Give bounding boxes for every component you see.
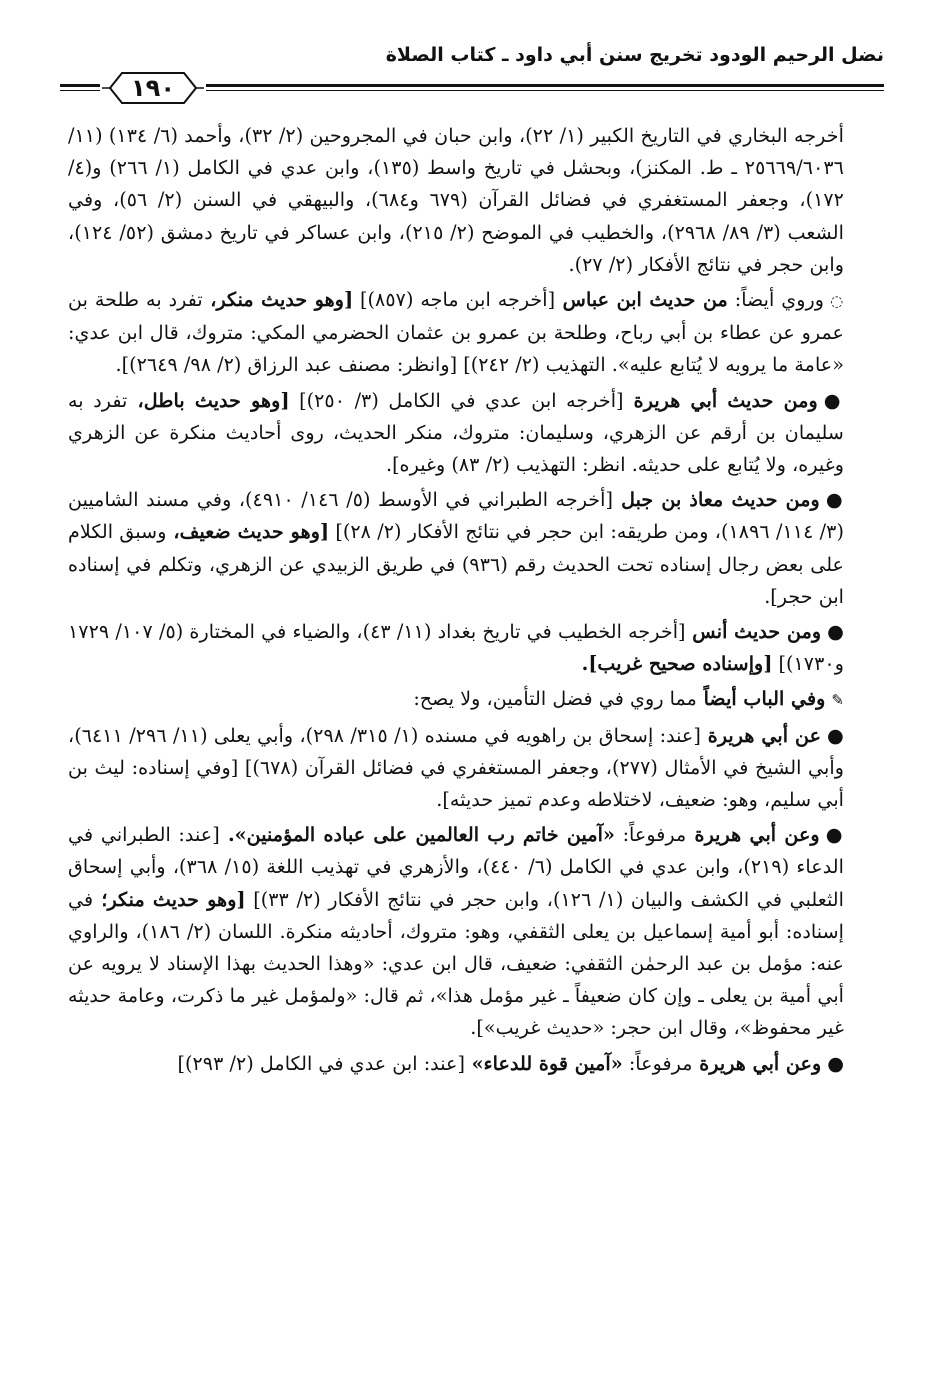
bold-text: [وهو حديث ضعيف، (166, 520, 330, 544)
bold-text: وعن أبي هريرة (692, 1051, 822, 1075)
body-text: وسبق الكلام على بعض رجال إسناده تحت الحديث رقم (٩٣٦) في طريق الزبيدي عن الزهري، وتكلم في إسناده ابن حجر]. (68, 520, 844, 608)
bold-text: [وهو حديث باطل، (127, 388, 290, 412)
body-text: [أخرجه الخطيب في تاريخ بغداد (١١/ ٤٣)، والضياء في المختارة (٥/ ١٠٧/ ١٧٢٩ و١٧٣٠)] (68, 620, 844, 676)
body-text: تفرد به سليمان بن أرقم عن الزهري، وسليمان: متروك، منكر الحديث، روى أحاديث منكرة عن الزهري وغيره، ولا يُتابع على حديثه. انظر: التهذيب (٢/ ٨٣) وغيره]. (68, 388, 844, 477)
body-text: مرفوعاً: (622, 1051, 693, 1075)
bold-text: من حديث ابن عباس (555, 288, 728, 312)
paragraph (68, 120, 876, 281)
bold-text: عن أبي هريرة (700, 723, 822, 747)
body-text: مرفوعاً: (614, 823, 687, 847)
page-header (60, 40, 884, 102)
bold-text: [وإسناده صحيح غريب]. (581, 652, 773, 676)
paragraph (68, 683, 876, 716)
bold-text: ومن حديث معاذ بن جبل (612, 488, 820, 512)
bold-text: ومن حديث أنس (685, 620, 822, 644)
bold-text: «آمين قوة للدعاء» (464, 1051, 623, 1075)
running-title: نضل الرحيم الودود تخريج سنن أبي داود ـ كتاب الصلاة (385, 44, 884, 66)
paragraph (68, 484, 876, 613)
body-text: [عند: الطبراني في الدعاء (٢١٩)، وابن عدي في الكامل (٦/ ٤٤٠)، والأزهري في تهذيب اللغة (١٥/ ٣٦٨)، وأبي إسحاق الثعلبي في الكشف والبيان (١/ ١٢٦)، وابن حجر في نتائج الأفكار (٢/ ٣٣)] (68, 823, 844, 911)
paragraph (68, 385, 876, 482)
page-number: ١٩٠ (131, 74, 175, 102)
bold-text: [وهو حديث منكر؛ (93, 887, 246, 911)
body-text: [أخرجه الطبراني في الأوسط (٥/ ١٤٦/ ٤٩١٠)، وفي مسند الشاميين (٣/ ١١٤/ ١٨٩٦)، ومن طريقه: ابن حجر في نتائج الأفكار (٢/ ٢٨)] (68, 488, 844, 544)
body-text: [عند: إسحاق بن راهويه في مسنده (١/ ٣١٥/ ٢٩٨)، وأبي يعلى (١١/ ٢٩٦/ ٦٤١١)، وأبي الشيخ في الأمثال (٢٧٧)، وجعفر المستغفري في فضائل القرآن (٦٧٨)] [وفي إسناده: ليث بن أبي سليم، وهو: ضعيف، لاختلاطه وعدم تميز حديثه]. (68, 723, 844, 812)
bullet-icon: ● (825, 823, 844, 847)
bullet-icon: ● (825, 488, 844, 512)
paragraph (68, 1048, 876, 1080)
paragraph (68, 819, 876, 1044)
bullet-icon: ● (827, 620, 844, 644)
section-mark-icon: ◌ (830, 292, 844, 311)
body-text: [أخرجه ابن عدي في الكامل (٣/ ٢٥٠)] (289, 388, 624, 412)
section-mark-icon: ✎ (831, 691, 844, 710)
body-text: في إسناده: أبو أمية إسماعيل بن يعلى الثقفي، وهو: متروك، أحاديثه منكرة. اللسان (٢/ ١٨٦)، والراوي عنه: مؤمل بن عبد الرحمٰن الثقفي: ضعيف، قال ابن عدي: «وهذا الحديث بهذا الإسناد لا يرويه عن أبي أمية بن يعلى ـ وإن كان ضعيفاً ـ غير مؤمل هذا»، ثم قال: «ولمؤمل غير ما ذكرت، وعامة حديثه غير محفوظ»، وقال ابن حجر: «حديث غريب»]. (68, 887, 844, 1040)
bold-text: «آمين خاتم رب العالمين على عباده المؤمنين». (219, 823, 615, 847)
bold-text: وعن أبي هريرة (686, 823, 820, 847)
body-text: تفرد به طلحة بن عمرو عن عطاء بن أبي رباح، وطلحة بن عمرو بن عثمان الحضرمي المكي: متروك، قال ابن عدي: «عامة ما يرويه لا يُتابع عليه». التهذيب (٢/ ٢٤٢)] [وانظر: مصنف عبد الرزاق (٢/ ٩٨/ ٢٦٤٩)]. (68, 288, 844, 377)
bold-text: [وهو حديث منكر، (202, 288, 354, 312)
paragraph (68, 284, 876, 382)
bullet-icon: ● (823, 388, 844, 412)
bold-text: وفي الباب أيضاً (696, 687, 826, 711)
page-number-badge (100, 70, 206, 106)
page-body (68, 120, 876, 1080)
paragraph (68, 720, 876, 817)
bold-text: ومن حديث أبي هريرة (623, 388, 818, 412)
body-text: مما روي في فضل التأمين، ولا يصح: (413, 687, 697, 711)
body-text: أخرجه البخاري في التاريخ الكبير (١/ ٢٢)، وابن حبان في المجروحين (٢/ ٣٢)، وأحمد (٦/ ١٣٤) (١١/ ٢٥٦٦٩/٦٠٣٦ ـ ط. المكنز)، وبحشل في تاريخ واسط (١٣٥)، وابن عدي في الكامل (١/ ٢٦٦) و(٤/ ١٧٢)، وجعفر المستغفري في فضائل القرآن (٦٧٩ و٦٨٤)، والبيهقي في السنن (٢/ ٥٦)، وفي الشعب (٣/ ٨٩/ ٢٩٦٨)، والخطيب في الموضح (٢/ ٢١٥)، وابن عساكر في تاريخ دمشق (٥٢/ ١٢٤)، وابن حجر في نتائج الأفكار (٢/ ٢٧). (68, 124, 844, 276)
body-text: [عند: ابن عدي في الكامل (٢/ ٢٩٣)] (177, 1051, 465, 1075)
paragraph (68, 616, 876, 680)
bullet-icon: ● (827, 1051, 844, 1075)
bullet-icon: ● (827, 723, 845, 747)
body-text: [أخرجه ابن ماجه (٨٥٧)] (353, 288, 556, 312)
body-text: وروي أيضاً: (727, 288, 825, 312)
